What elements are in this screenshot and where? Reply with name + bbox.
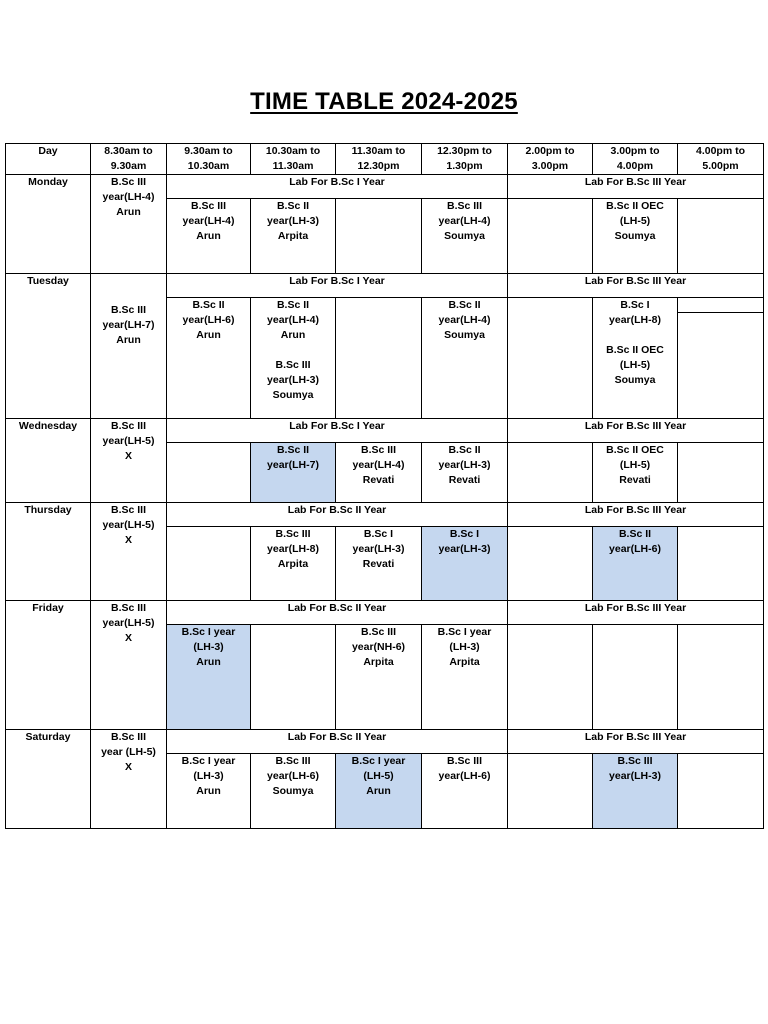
cell (678, 753, 764, 828)
cell-text-line: B.Sc I (363, 528, 394, 541)
cell (508, 442, 593, 502)
cell (251, 527, 336, 601)
cell (508, 199, 593, 274)
cell-text-line: Soumya (614, 374, 656, 387)
cell-text-line: Arun (196, 329, 221, 342)
cell-text-line: year(LH-4) (438, 314, 491, 327)
cell-text-line: Arpita (363, 656, 394, 669)
lab-banner: Lab For B.Sc III Year (508, 274, 764, 298)
cell-text-line: B.Sc I year (181, 754, 236, 767)
cell-text-line: (LH-5) (619, 359, 651, 372)
cell (336, 442, 422, 502)
cell-text-line: year(LH-4) (267, 314, 319, 327)
cell-text-line: year(LH-3) (267, 374, 319, 387)
header-slot-8: 4.00pm to 5.00pm (678, 144, 764, 175)
day-label: Friday (6, 601, 91, 729)
cell-text-line: B.Sc III (446, 754, 482, 767)
cell-text-line: Arpita (277, 230, 309, 243)
cell-text-line: B.Sc II (448, 443, 481, 456)
cell-text-line: Arun (116, 334, 141, 347)
cell-text-line: year(LH-7) (102, 319, 155, 332)
cell-text-line: B.Sc III (275, 754, 311, 767)
cell-text-line: year(LH-8) (609, 314, 661, 327)
cell (508, 527, 593, 601)
cell-text-line: year(LH-3) (438, 543, 491, 556)
cell-text-line: year(LH-7) (267, 458, 319, 471)
lab-banner: Lab For B.Sc I Year (167, 175, 508, 199)
cell-text-line: B.Sc II OEC (606, 443, 664, 456)
cell-text-line: Revati (619, 473, 651, 486)
cell-text-line: year(LH-4) (438, 215, 491, 228)
friday-lab-row (6, 601, 764, 625)
cell-text-line: B.Sc II (276, 299, 310, 312)
cell (167, 753, 251, 828)
cell (251, 298, 336, 418)
cell (91, 175, 167, 274)
cell (593, 527, 678, 601)
header-slot-3: 10.30am to 11.30am (251, 144, 336, 175)
cell (508, 625, 593, 729)
cell-text-line: B.Sc I year (351, 754, 406, 767)
cell-text-line: B.Sc III (360, 443, 396, 456)
cell (508, 753, 593, 828)
header-slot-4: 11.30am to 12.30pm (336, 144, 422, 175)
saturday-lab-row (6, 729, 764, 753)
cell (678, 527, 764, 601)
lab-banner: Lab For B.Sc II Year (167, 729, 508, 753)
header-slot-6: 2.00pm to 3.00pm (508, 144, 593, 175)
cell (336, 199, 422, 274)
thursday-lab-row (6, 503, 764, 527)
cell (167, 527, 251, 601)
cell (422, 753, 508, 828)
cell-text-line: B.Sc I year (181, 626, 236, 639)
page-title: TIME TABLE 2024-2025 (250, 88, 518, 115)
cell (678, 199, 764, 274)
cell (593, 442, 678, 502)
cell-text-line: Arun (116, 206, 141, 219)
cell (336, 625, 422, 729)
cell-text-line: B.Sc III (110, 419, 146, 432)
cell-text-line: B.Sc I year (437, 626, 492, 639)
header-slot-1: 8.30am to 9.30am (91, 144, 167, 175)
cell-text-line: B.Sc III (110, 730, 146, 743)
cell-text-line: (LH-5) (363, 769, 394, 782)
cell-text-line: year(LH-6) (438, 769, 491, 782)
cell-text-line: B.Sc II OEC (606, 200, 664, 213)
cell (422, 199, 508, 274)
cell-text-line: year(LH-4) (352, 458, 405, 471)
cell (167, 298, 251, 418)
cell-text-line: (LH-3) (449, 641, 480, 654)
header-slot-2: 9.30am to 10.30am (167, 144, 251, 175)
cell-text-line: year(LH-5) (102, 617, 155, 630)
cell-text-line: B.Sc III (275, 359, 311, 372)
cell-text-line: X (124, 632, 132, 645)
cell-text-line: year(LH-6) (609, 543, 661, 556)
lab-banner: Lab For B.Sc III Year (508, 503, 764, 527)
lab-banner: Lab For B.Sc III Year (508, 175, 764, 199)
cell-text-line: B.Sc II (192, 299, 225, 312)
cell-text-line: year(LH-4) (182, 215, 235, 228)
cell-text-line: B.Sc III (190, 200, 226, 213)
cell-text-line: year(LH-5) (102, 519, 155, 531)
cell (336, 298, 422, 418)
cell-text-line: Soumya (444, 329, 485, 342)
cell-text-line: Soumya (272, 389, 314, 402)
cell-text-line: Arun (196, 230, 221, 243)
cell-text-line: (LH-3) (193, 641, 224, 654)
cell (91, 274, 167, 418)
lab-banner: Lab For B.Sc II Year (167, 601, 508, 625)
lab-banner: Lab For B.Sc II Year (167, 503, 508, 527)
cell-text-line: (LH-5) (619, 458, 651, 471)
cell (422, 298, 508, 418)
cell-text-line: Soumya (444, 230, 485, 243)
cell-text-line: X (124, 449, 132, 462)
cell (91, 418, 167, 502)
cell-text-line: Arpita (449, 656, 480, 669)
lab-banner: Lab For B.Sc III Year (508, 418, 764, 442)
cell-text-line: Soumya (614, 230, 656, 243)
cell (422, 625, 508, 729)
cell-text-line: B.Sc III (110, 504, 146, 516)
cell-text-line: B.Sc I (449, 528, 480, 541)
cell (91, 601, 167, 729)
cell-text-line: B.Sc II (618, 528, 652, 541)
day-label: Wednesday (6, 418, 91, 502)
wednesday-lab-row (6, 418, 764, 442)
cell-text-line: year(LH-3) (438, 458, 491, 471)
cell-text-line: year(LH-3) (609, 769, 661, 782)
cell (593, 199, 678, 274)
cell-text-line: year(LH-3) (352, 543, 405, 556)
cell-text-line: B.Sc I (620, 299, 650, 312)
lab-banner: Lab For B.Sc III Year (508, 601, 764, 625)
cell (678, 442, 764, 502)
monday-lab-row (6, 175, 764, 199)
cell-text-line: Arun (280, 329, 306, 342)
header-day: Day (6, 144, 91, 175)
cell-text-line: Soumya (272, 784, 314, 797)
cell (167, 625, 251, 729)
cell-text-line: B.Sc II OEC (606, 344, 664, 357)
day-label: Tuesday (6, 274, 91, 418)
cell-text-line: Arun (196, 656, 221, 669)
cell (336, 527, 422, 601)
cell-text-line: B.Sc III (360, 626, 396, 639)
lab-banner: Lab For B.Sc I Year (167, 418, 508, 442)
cell (91, 729, 167, 828)
cell (593, 625, 678, 729)
cell-text-line: B.Sc III (446, 200, 482, 213)
cell (251, 442, 336, 502)
cell-text-line: year(LH-5) (102, 434, 155, 447)
cell-text-line: year(LH-3) (267, 215, 319, 228)
cell (422, 527, 508, 601)
day-label: Thursday (6, 503, 91, 601)
cell-text-line: (LH-3) (193, 769, 224, 782)
cell-text-line: X (124, 534, 132, 546)
cell (422, 442, 508, 502)
cell-text-line: year(LH-6) (182, 314, 235, 327)
cell-text-line: year(LH-8) (267, 543, 319, 556)
cell (251, 199, 336, 274)
cell-text-line: B.Sc III (110, 602, 146, 615)
cell-text-line: Revati (362, 473, 395, 486)
cell (91, 503, 167, 601)
cell (678, 625, 764, 729)
timetable (5, 143, 764, 829)
cell-text-line: Revati (362, 558, 395, 571)
day-label: Saturday (6, 729, 91, 828)
cell-text-line: B.Sc III (617, 754, 653, 767)
lab-banner: Lab For B.Sc III Year (508, 729, 764, 753)
cell (678, 298, 764, 418)
header-row (6, 144, 764, 175)
cell-text-line: B.Sc II (276, 443, 310, 456)
day-label: Monday (6, 175, 91, 274)
cell-text-line: Arun (196, 784, 221, 797)
cell-text-line: year(NH-6) (351, 641, 406, 654)
cell (167, 199, 251, 274)
cell-text-line: B.Sc II (448, 299, 481, 312)
cell-text-line: Revati (448, 473, 481, 486)
cell-text-line: (LH-5) (619, 215, 651, 228)
cell-text-line: X (124, 760, 132, 773)
lab-banner: Lab For B.Sc I Year (167, 274, 508, 298)
header-slot-5: 12.30pm to 1.30pm (422, 144, 508, 175)
cell-text-line: Arpita (277, 558, 309, 571)
cell-text-line: year (LH-5) (101, 745, 156, 758)
tuesday-lab-row (6, 274, 764, 298)
cell (336, 753, 422, 828)
cell (593, 753, 678, 828)
cell (251, 625, 336, 729)
cell (167, 442, 251, 502)
cell-text-line: year(LH-4) (102, 191, 155, 204)
cell-text-line: B.Sc III (110, 176, 146, 189)
cell (593, 298, 678, 418)
cell (251, 753, 336, 828)
cell-text-line: B.Sc III (275, 528, 311, 541)
cell-text-line: B.Sc III (110, 304, 146, 317)
header-slot-7: 3.00pm to 4.00pm (593, 144, 678, 175)
cell (508, 298, 593, 418)
cell-text-line: Arun (366, 784, 391, 797)
cell-text-line: year(LH-6) (267, 769, 319, 782)
cell-text-line: B.Sc II (276, 200, 310, 213)
